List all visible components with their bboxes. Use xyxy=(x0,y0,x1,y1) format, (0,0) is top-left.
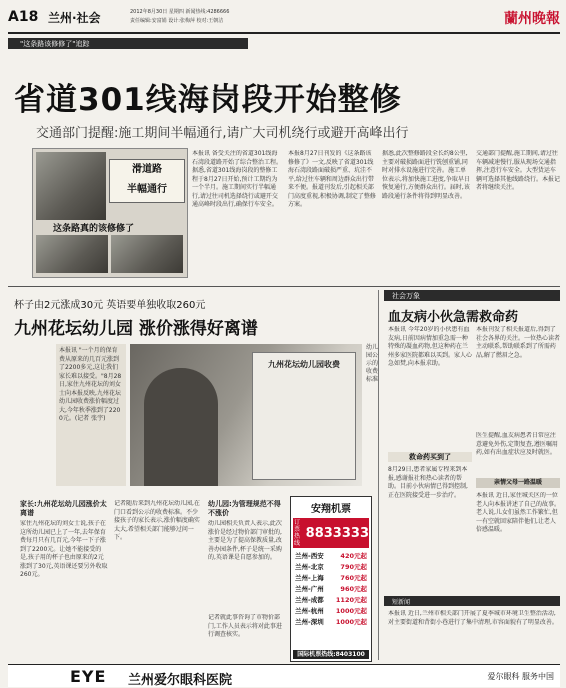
route-row xyxy=(295,584,367,595)
lead-photo-left xyxy=(36,235,108,273)
kg-body-a: 家住九州花坛的刘女士说,孩子在这所幼儿园已上了一年,去年保育费每月只有几百元,今年一下子涨到了2200元。让她不能接受的是,孩子用的杯子也由原来的2元涨到了30元,英语课还要另外收取260元。 xyxy=(20,520,108,578)
kg-body-b: 记者随后来到九州花坛幼儿园,在门口看到公示的收费标准。不少接孩子的家长表示,涨价幅度确实太大,希望相关部门能够过问一下。 xyxy=(114,500,200,541)
lead-photo-caption: 这条路真的该修修了 xyxy=(53,224,135,234)
editor-line: 责任编辑:安富娟 设计:张梅萍 校对:王朝洁 xyxy=(130,18,224,24)
kg-photo-caption: 幼儿园公示的收费标准 xyxy=(366,344,379,383)
health-headline: 血友病小伙急需救命药 xyxy=(388,310,519,325)
kg-sub2: 幼儿园:为管理规范不得不涨价 xyxy=(208,500,281,517)
sign-char: 路 xyxy=(152,164,162,175)
lead-kicker: "这条路该修修了"追踪 xyxy=(20,40,90,48)
bottom-ad-name: 兰州爱尔眼科医院 xyxy=(128,673,233,688)
health-body-a: 本报讯 今年20岁的小伙患有血友病,日前因病情加重急需一种特殊的凝血药物,但这种药在兰州多家医院都难以买到。家人心急如焚,向本报求助。 xyxy=(388,326,472,367)
kg-kicker: 杯子由2元涨成30元 英语要单独收取260元 xyxy=(14,300,206,311)
lead-body-col3: 据悉,此次整修路段全长约8公里,主要对破损路面进行铣刨重铺,同时对排水设施进行完善。施工单位表示,将加快施工进度,争取早日恢复通行,方便群众出行。届时,该路段通行条件将得到明显改善。 xyxy=(382,150,470,200)
ticket-ad xyxy=(290,496,372,662)
route-price: 760元起 xyxy=(340,574,367,582)
masthead-logo: 蘭州晚報 xyxy=(504,11,560,27)
route-row xyxy=(295,562,367,573)
lead-photo-sign xyxy=(109,159,185,203)
route-row xyxy=(295,606,367,617)
route-city: 兰州-杭州 xyxy=(295,607,324,615)
lead-body-col1: 本报讯 备受关注的省道301线海石湾段道路开始了综合整治工程。据悉,省道301线海岗段的整修工程于8月27日开始,预计工期约为一个半月。施工期间实行半幅通行,请过往司机选择绕行或避开交通高峰时段出行,确保行车安全。 xyxy=(192,150,282,208)
route-price: 1000元起 xyxy=(335,618,367,626)
bottom-ad xyxy=(8,664,560,687)
ticket-footer: 国际机票热线:8403100 xyxy=(293,650,369,659)
lead-photo-right xyxy=(111,235,183,273)
route-price: 420元起 xyxy=(340,552,367,560)
route-price: 790元起 xyxy=(340,563,367,571)
bottom-ad-logo: EYE xyxy=(70,667,107,686)
masthead xyxy=(8,6,560,34)
page-number: A18 xyxy=(8,9,39,25)
brief-tag: 短新闻 xyxy=(392,599,411,606)
kg-photo-person xyxy=(144,368,218,486)
brief-tag-bar xyxy=(384,596,560,606)
kg-lead-box xyxy=(56,344,126,486)
right-column-rule xyxy=(378,290,379,660)
lead-headline: 省道301线海岗段开始整修 xyxy=(14,82,402,118)
route-price: 1120元起 xyxy=(335,596,367,604)
route-row xyxy=(295,551,367,562)
date-line: 2012年8月30日 星期四 新闻热线:4286666 xyxy=(130,9,230,15)
kg-headline: 九州花坛幼儿园 涨价涨得好离谱 xyxy=(14,319,258,339)
route-row xyxy=(295,573,367,584)
kg-photo-board xyxy=(252,352,356,480)
kg-board-title: 九州花坛幼儿园收费 xyxy=(268,360,340,369)
side-tag: 亲情父母一路温暖 xyxy=(476,478,560,488)
kg-body-d: 记者就此事咨询了市物价部门,工作人员表示将对此事进行调查核实。 xyxy=(208,614,282,638)
health-section-tag: 社会万象 xyxy=(392,292,420,300)
health-body-b: 本报刊发了相关报道后,得到了社会各界的关注。一位热心读者主动联系,帮助联系到了所需药品,解了燃眉之急。 xyxy=(476,326,560,359)
sign-char: 通 xyxy=(147,184,157,195)
route-city: 兰州-上海 xyxy=(295,574,324,582)
health-body-c: 8月29日,患者家属专程来到本报,感谢报社和热心读者的帮助。目前小伙病情已得到控制,正在医院接受进一步治疗。 xyxy=(388,466,468,499)
route-city: 兰州-广州 xyxy=(295,585,324,593)
route-row xyxy=(295,595,367,606)
ticket-title: 安翔机票 xyxy=(311,504,351,515)
ticket-routes xyxy=(291,551,371,628)
health-tag-bar xyxy=(384,290,560,301)
sign-char: 行 xyxy=(157,184,167,195)
ticket-hotline-label: 订票热线 xyxy=(294,519,301,547)
route-city: 兰州-成都 xyxy=(295,596,324,604)
route-city: 兰州-深圳 xyxy=(295,618,324,626)
route-city: 兰州-北京 xyxy=(295,563,324,571)
lead-photo-panel xyxy=(32,148,188,278)
lead-subhead: 交通部门提醒:施工期间半幅通行,请广大司机绕行或避开高峰出行 xyxy=(36,126,409,141)
sign-char: 半 xyxy=(127,184,137,195)
section-name: 兰州·社会 xyxy=(48,11,101,25)
divider xyxy=(8,286,560,287)
lead-kicker-bar xyxy=(8,38,248,49)
brief-body: 本报讯 近日,兰州市相关部门开展了夏季城市环境卫生整治活动,对主要街道和背街小巷进行了集中清理,市容面貌有了明显改善。 xyxy=(388,610,558,626)
kg-photo xyxy=(130,344,362,486)
ticket-hotline: 8833333 xyxy=(305,525,369,541)
sign-char: 道 xyxy=(142,164,152,175)
route-row xyxy=(295,617,367,628)
sign-char: 幅 xyxy=(137,184,147,195)
bottom-ad-slogan: 爱尔眼科 服务中国 xyxy=(487,672,554,681)
health-subhead: 救命药买到了 xyxy=(388,452,472,462)
route-price: 960元起 xyxy=(340,585,367,593)
lead-body-col2: 本报8月27日刊发的《这条路该修修了》一文,反映了省道301线海石湾段路面破损严重、坑洼不平,给过往车辆和周边群众出行带来不便。报道刊发后,引起相关部门高度重视,积极协调,制定了整修方案。 xyxy=(288,150,376,208)
route-price: 1000元起 xyxy=(335,607,367,615)
health-body-d: 医生提醒,血友病患者日常应注意避免外伤,定期复查,遵医嘱用药,如有出血症状应及时就医。 xyxy=(476,432,558,456)
kg-body-c: 幼儿园相关负责人表示,此次涨价是经过物价部门审批的,主要是为了提高保教质量,改善办园条件,杯子是统一采购的,英语课是自愿参加的。 xyxy=(208,520,282,561)
lead-body-col4: 交通部门提醒,施工期间,请过往车辆减速慢行,服从现场交通指挥,注意行车安全。大型货运车辆可选择其他线路绕行。本报记者将继续关注。 xyxy=(476,150,560,191)
side-body: 本报讯 近日,家住城关区的一位老人向本报讲述了自己的故事。老人说,儿女们虽然工作繁忙,但一有空就回家陪伴他们,让老人倍感温暖。 xyxy=(476,492,560,533)
lead-photo-road xyxy=(36,152,106,220)
kg-sub1: 家长:九州花坛幼儿园涨价太离谱 xyxy=(20,500,107,517)
kg-lead-text: 本报讯 "一个月的保育费从原来的几百元涨到了2200多元,这让我们家长难以接受。"8月28日,家住九州花坛的刘女士向本报反映,九州花坛幼儿园收费涨价幅度过大,今年秋季涨到了2200元。(记者 张宇) xyxy=(59,347,122,422)
sign-char: 滑 xyxy=(132,164,142,175)
route-city: 兰州-西安 xyxy=(295,552,324,560)
